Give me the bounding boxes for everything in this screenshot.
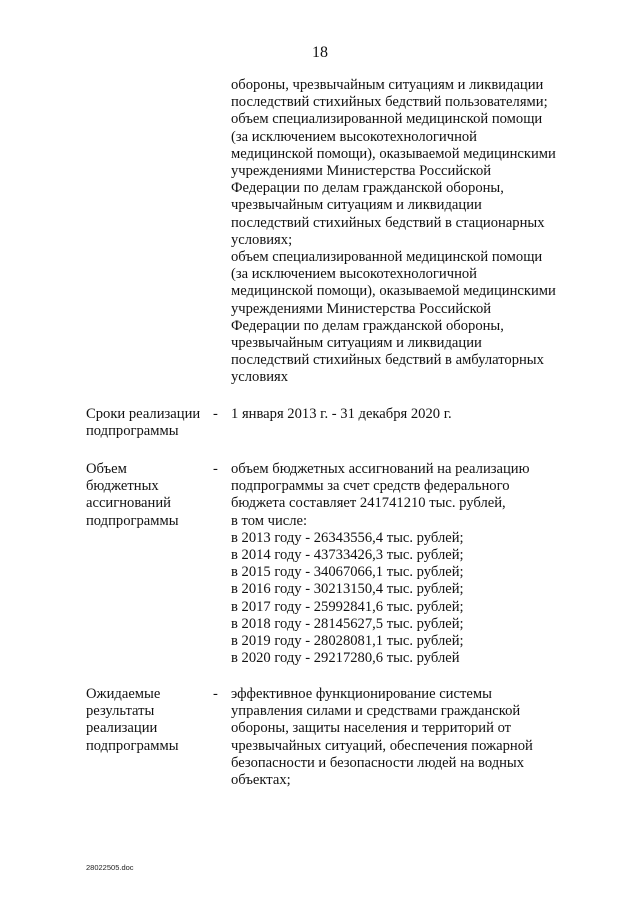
page-number: 18: [312, 44, 328, 61]
value-line: в 2020 году - 29217280,6 тыс. рублей: [231, 650, 460, 667]
label-line: подпрограммы: [86, 737, 179, 754]
row-dash: -: [213, 406, 218, 422]
text-line: объем специализированной медицинской помощи: [231, 249, 543, 266]
label-line: Ожидаемые: [86, 686, 161, 702]
value-line: объектах;: [231, 772, 291, 789]
text-line: учреждениями Министерства Российской: [231, 300, 492, 317]
text-line: (за исключением высокотехнологичной: [231, 128, 477, 145]
row-label: [86, 406, 211, 440]
row-dash: -: [213, 461, 218, 477]
value-line: эффективное функционирование системы: [231, 686, 492, 702]
text-line: условиях;: [231, 231, 293, 248]
value-line: в 2017 году - 25992841,6 тыс. рублей;: [231, 598, 464, 615]
row-value: [231, 686, 596, 789]
value-line: в том числе:: [231, 512, 308, 529]
label-line: подпрограммы: [86, 423, 179, 440]
value-line: в 2015 году - 34067066,1 тыс. рублей;: [231, 564, 464, 581]
row-value: [231, 461, 596, 667]
label-line: Объем: [86, 461, 127, 477]
text-line: Федерации по делам гражданской обороны,: [231, 180, 504, 197]
value-line: управления силами и средствами гражданской: [231, 703, 521, 720]
text-line: медицинской помощи), оказываемой медицинскими: [231, 145, 556, 162]
text-line: последствий стихийных бедствий в стационарных: [231, 214, 545, 231]
text-line: медицинской помощи), оказываемой медицинскими: [231, 283, 556, 300]
value-line: 1 января 2013 г. - 31 декабря 2020 г.: [231, 406, 452, 422]
label-line: результаты: [86, 703, 155, 720]
text-line: (за исключением высокотехнологичной: [231, 266, 477, 283]
text-line: объем специализированной медицинской помощи: [231, 111, 543, 128]
value-line: в 2014 году - 43733426,3 тыс. рублей;: [231, 547, 464, 564]
row-label: [86, 686, 211, 755]
text-line: обороны, чрезвычайным ситуациям и ликвидации: [231, 77, 544, 93]
row-value: [231, 406, 596, 423]
value-line: чрезвычайных ситуаций, обеспечения пожарной: [231, 737, 533, 754]
label-line: подпрограммы: [86, 512, 179, 529]
text-line: последствий стихийных бедствий пользователями;: [231, 94, 548, 111]
value-line: в 2016 году - 30213150,4 тыс. рублей;: [231, 581, 464, 598]
label-line: реализации: [86, 720, 158, 737]
row-dash: -: [213, 686, 218, 702]
value-line: подпрограммы за счет средств федерального: [231, 478, 510, 495]
footer-document-code: 28022505.doc: [86, 863, 134, 872]
text-line: Федерации по делам гражданской обороны,: [231, 317, 504, 334]
value-line: в 2019 году - 28028081,1 тыс. рублей;: [231, 633, 464, 650]
label-line: Сроки реализации: [86, 406, 201, 422]
label-line: ассигнований: [86, 495, 171, 512]
value-line: бюджета составляет 241741210 тыс. рублей,: [231, 495, 506, 512]
value-line: в 2018 году - 28145627,5 тыс. рублей;: [231, 615, 464, 632]
text-line: условиях: [231, 369, 289, 386]
text-line: последствий стихийных бедствий в амбулаторных: [231, 352, 544, 369]
value-line: безопасности и безопасности людей на водных: [231, 754, 525, 771]
value-line: объем бюджетных ассигнований на реализацию: [231, 461, 530, 477]
label-line: бюджетных: [86, 478, 159, 495]
text-line: чрезвычайным ситуациям и ликвидации: [231, 197, 482, 214]
text-line: учреждениями Министерства Российской: [231, 163, 492, 180]
value-line: в 2013 году - 26343556,4 тыс. рублей;: [231, 529, 464, 546]
value-line: обороны, защиты населения и территорий от: [231, 720, 512, 737]
text-line: чрезвычайным ситуациям и ликвидации: [231, 335, 482, 352]
row-label: [86, 461, 211, 530]
continued-text-block: [231, 77, 591, 387]
